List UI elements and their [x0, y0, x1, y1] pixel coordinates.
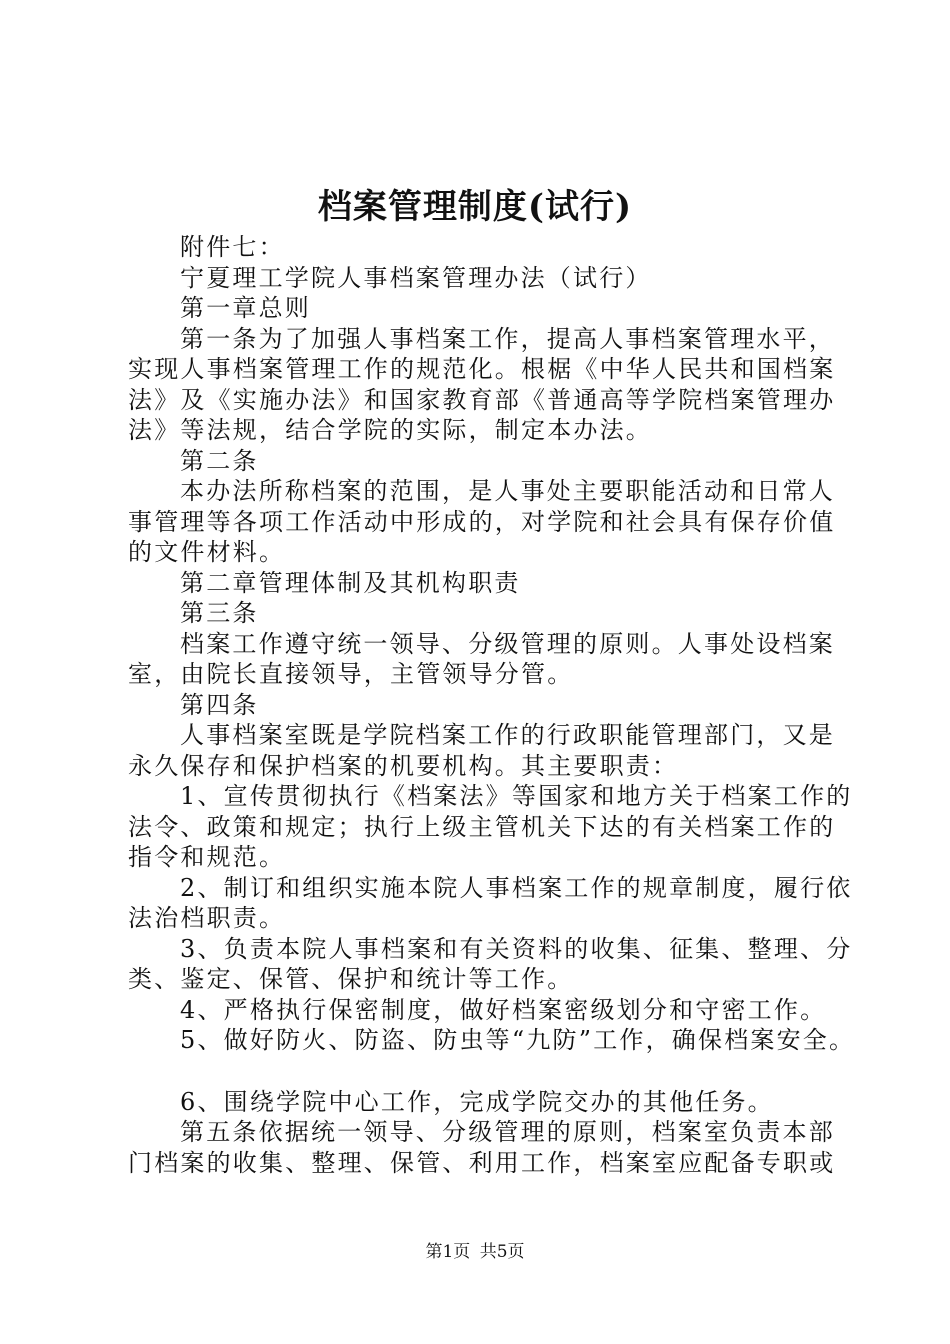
chapter-heading: 第二章管理体制及其机构职责 [180, 568, 521, 597]
list-item-line: 6、围绕学院中心工作，完成学院交办的其他任务。 [180, 1087, 774, 1116]
paragraph-line: 事管理等各项工作活动中形成的，对学院和社会具有保存价值 [128, 507, 836, 536]
paragraph-line: 的文件材料。 [128, 538, 286, 566]
list-item-line: 4、严格执行保密制度，做好档案密级划分和守密工作。 [180, 995, 827, 1024]
regulation-name: 宁夏理工学院人事档案管理办法（试行） [180, 263, 652, 292]
list-item-line: 1、宣传贯彻执行《档案法》等国家和地方关于档案工作的 [180, 782, 853, 810]
article-heading: 第四条 [180, 690, 259, 719]
list-item-line: 法令、政策和规定；执行上级主管机关下达的有关档案工作的 [128, 812, 836, 841]
blank-line [128, 1056, 848, 1087]
list-item-line: 法治档职责。 [128, 904, 286, 932]
paragraph-line: 档案工作遵守统一领导、分级管理的原则。人事处设档案 [180, 629, 835, 658]
paragraph-line: 门档案的收集、整理、保管、利用工作，档案室应配备专职或 [128, 1148, 836, 1177]
article-heading: 第二条 [180, 446, 259, 475]
paragraph-line: 第一条为了加强人事档案工作，提高人事档案管理水平， [180, 324, 835, 353]
page-footer [0, 1240, 950, 1264]
paragraph-line: 室，由院长直接领导，主管领导分管。 [128, 660, 574, 688]
list-item-line: 5、做好防火、防盗、防虫等“九防”工作，确保档案安全。 [180, 1026, 856, 1054]
document-title: 档案管理制度(试行) [317, 187, 633, 227]
list-item-line: 类、鉴定、保管、保护和统计等工作。 [128, 965, 574, 993]
chapter-heading: 第一章总则 [180, 294, 311, 322]
paragraph-line: 第五条依据统一领导、分级管理的原则，档案室负责本部 [180, 1118, 835, 1146]
list-item-line: 指令和规范。 [128, 843, 286, 871]
document-body [128, 232, 856, 1178]
paragraph-line: 法》及《实施办法》和国家教育部《普通高等学院档案管理办 [128, 385, 836, 414]
paragraph-line: 实现人事档案管理工作的规范化。根椐《中华人民共和国档案 [128, 355, 836, 383]
paragraph-line: 人事档案室既是学院档案工作的行政职能管理部门，又是 [180, 721, 835, 749]
article-heading: 第三条 [180, 599, 259, 627]
list-item-line: 3、负责本院人事档案和有关资料的收集、征集、整理、分 [180, 934, 853, 963]
paragraph-line: 法》等法规，结合学院的实际，制定本办法。 [128, 416, 652, 444]
page-number: 第1页 [425, 1242, 471, 1262]
list-item-line: 2、制订和组织实施本院人事档案工作的规章制度，履行依 [180, 873, 853, 902]
paragraph-line: 本办法所称档案的范围，是人事处主要职能活动和日常人 [180, 477, 835, 505]
attachment-label: 附件七： [180, 233, 285, 261]
paragraph-line: 永久保存和保护档案的机要机构。其主要职责： [128, 751, 679, 780]
page-total: 共5页 [479, 1242, 525, 1262]
